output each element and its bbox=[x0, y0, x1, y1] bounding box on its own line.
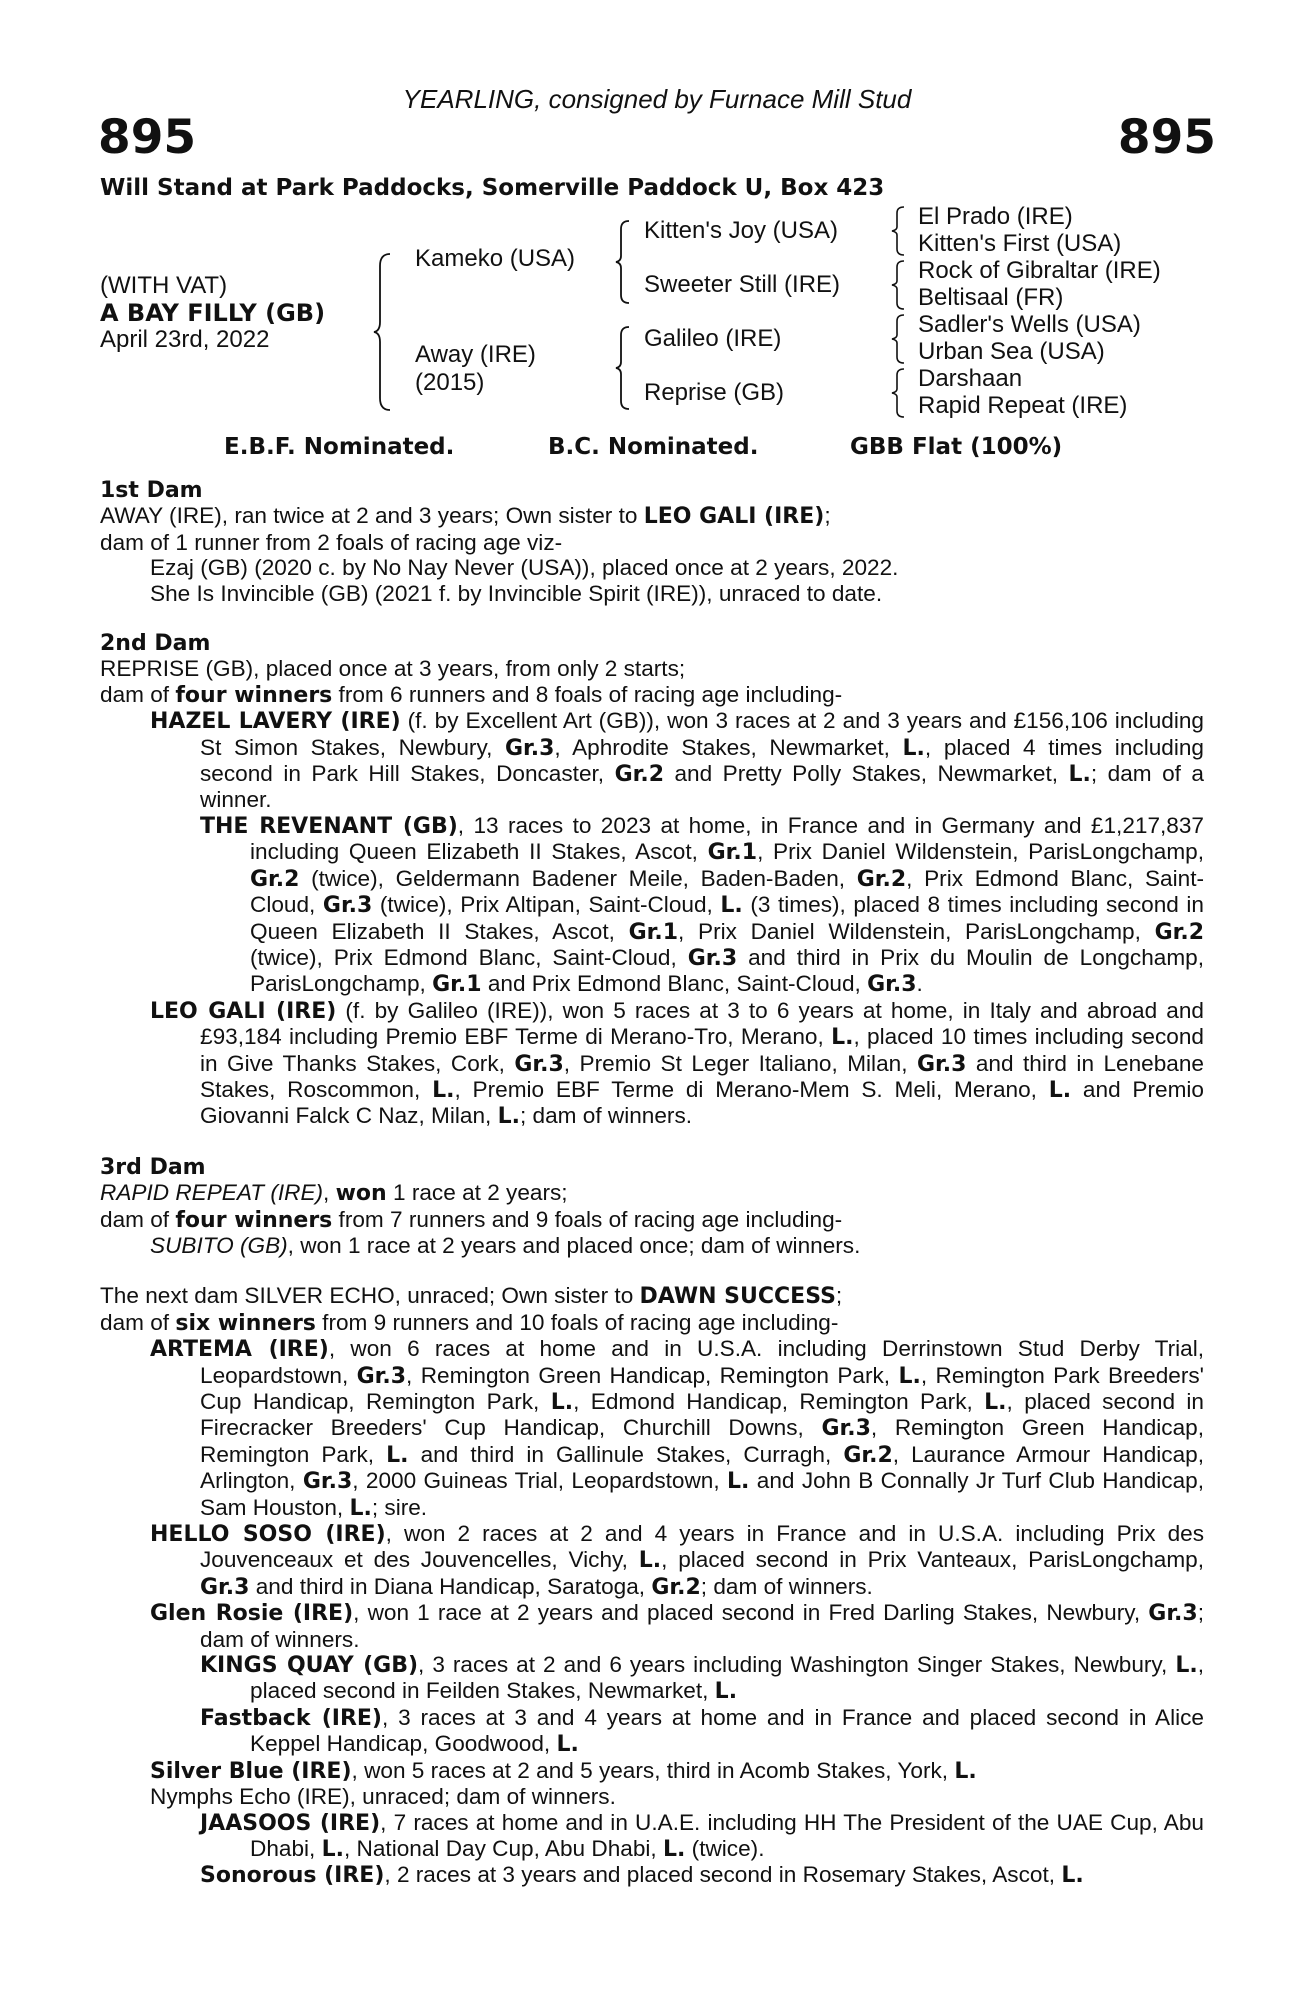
ebf-nomination: E.B.F. Nominated. bbox=[224, 434, 455, 460]
sire-name: Kameko (USA) bbox=[415, 245, 576, 272]
third-dam-produce-line: dam of four winners from 7 runners and 9 foals of racing age including- bbox=[100, 1206, 843, 1233]
dam-year: (2015) bbox=[415, 369, 485, 396]
bc-nomination: B.C. Nominated. bbox=[548, 434, 759, 460]
sire-dam-sire: Rock of Gibraltar (IRE) bbox=[918, 257, 1161, 284]
lot-number-right: 895 bbox=[1117, 110, 1216, 165]
second-dam-heading: 2nd Dam bbox=[100, 631, 211, 657]
produce-entry-the-revenant: THE REVENANT (GB), 13 races to 2023 at home, in France and in Germany and £1,217,837 including Queen Elizabeth II Stakes, Ascot, Gr.1, Prix Daniel Wildenstein, ParisLongchamp, Gr.2 (twice), Geldermann Badener Meile, Baden-Baden, Gr.2, Prix Edmond Blanc, Saint-Cloud, Gr.3 (twice), Prix Altipan, Saint-Cloud, L. (3 times), placed 8 times including second in Queen Elizabeth II Stakes, Ascot, Gr.1, Prix Daniel Wildenstein, ParisLongchamp, Gr.2 (twice), Prix Edmond Blanc, Saint-Cloud, Gr.3 and third in Prix du Moulin de Longchamp, ParisLongchamp, Gr.1 and Prix Edmond Blanc, Saint-Cloud, Gr.3. bbox=[200, 812, 1204, 998]
pedigree-brace-dd bbox=[890, 367, 908, 419]
first-dam-line: AWAY (IRE), ran twice at 2 and 3 years; Own sister to LEO GALI (IRE); bbox=[100, 503, 831, 530]
third-dam-line: RAPID REPEAT (IRE), won 1 race at 2 years; bbox=[100, 1180, 568, 1207]
produce-entry-hello-soso: HELLO SOSO (IRE), won 2 races at 2 and 4 years in France and in U.S.A. including Prix des Jouvenceaux et des Jouvencelles, Vichy, L., placed second in Prix Vanteaux, ParisLongchamp, Gr.3 and third in Diana Handicap, Saratoga, Gr.2; dam of winners. bbox=[150, 1521, 1205, 1600]
produce-entry-artema: ARTEMA (IRE), won 6 races at home and in U.S.A. including Derrinstown Stud Derby Trial, Leopardstown, Gr.3, Remington Green Handicap, Remington Park, L., Remington Park Breeders' Cup Handicap, Remington Park, L., Edmond Handicap, Remington Park, L., placed second in Firecracker Breeders' Cup Handicap, Churchill Downs, Gr.3, Remington Green Handicap, Remington Park, L. and third in Gallinule Stakes, Curragh, Gr.2, Laurance Armour Handicap, Arlington, Gr.3, 2000 Guineas Trial, Leopardstown, L. and John B Connally Jr Turf Club Handicap, Sam Houston, L.; sire. bbox=[150, 1336, 1204, 1521]
next-dam-produce-line: dam of six winners from 9 runners and 10 foals of racing age including- bbox=[100, 1309, 839, 1336]
produce-entry-hazel-lavery: HAZEL LAVERY (IRE) (f. by Excellent Art (GB)), won 3 races at 2 and 3 years and £156,106 including St Simon Stakes, Newbury, Gr.3, Aphrodite Stakes, Newmarket, L., placed 4 times including second in Park Hill Stakes, Doncaster, Gr.2 and Pretty Polly Stakes, Newmarket, L.; dam of a winner. bbox=[150, 708, 1204, 813]
pedigree-brace-ss bbox=[890, 205, 908, 257]
horse-dob: April 23rd, 2022 bbox=[100, 326, 270, 353]
stand-location: Will Stand at Park Paddocks, Somerville Paddock U, Box 423 bbox=[100, 175, 885, 201]
produce-entry-silver-blue: Silver Blue (IRE), won 5 races at 2 and 5 years, third in Acomb Stakes, York, L. bbox=[150, 1757, 977, 1784]
lot-number-left: 895 bbox=[98, 110, 197, 165]
produce-entry-kings-quay: KINGS QUAY (GB), 3 races at 2 and 6 years including Washington Singer Stakes, Newbury, L., placed second in Feilden Stakes, Newmarket, L. bbox=[200, 1652, 1204, 1705]
horse-name: A BAY FILLY (GB) bbox=[100, 299, 326, 327]
sire-dam-dam: Beltisaal (FR) bbox=[918, 284, 1064, 311]
dam-dam: Reprise (GB) bbox=[644, 379, 785, 406]
pedigree-brace-main bbox=[372, 252, 396, 412]
second-dam-produce-line: dam of four winners from 6 runners and 8 foals of racing age including- bbox=[100, 681, 843, 708]
dam-sire-dam: Urban Sea (USA) bbox=[918, 338, 1105, 365]
consignor-subtitle: YEARLING, consigned by Furnace Mill Stud bbox=[402, 84, 912, 114]
catalogue-body bbox=[100, 478, 1204, 1889]
produce-entry-sonorous: Sonorous (IRE), 2 races at 3 years and placed second in Rosemary Stakes, Ascot, L. bbox=[200, 1862, 1084, 1889]
third-dam-heading: 3rd Dam bbox=[100, 1154, 206, 1180]
sire-sire-sire: El Prado (IRE) bbox=[918, 203, 1073, 230]
produce-entry-nymphs-echo: Nymphs Echo (IRE), unraced; dam of winners. bbox=[150, 1784, 616, 1810]
next-dam-line: The next dam SILVER ECHO, unraced; Own sister to DAWN SUCCESS; bbox=[100, 1283, 843, 1310]
sire-sire: Kitten's Joy (USA) bbox=[644, 217, 838, 244]
vat-note: (WITH VAT) bbox=[100, 272, 228, 299]
gbb-flat: GBB Flat (100%) bbox=[850, 434, 1063, 460]
produce-entry-leo-gali: LEO GALI (IRE) (f. by Galileo (IRE)), won 5 races at 3 to 6 years at home, in Italy and abroad and £93,184 including Premio EBF Terme di Merano-Tro, Merano, L., placed 10 times including second in Give Thanks Stakes, Cork, Gr.3, Premio St Leger Italiano, Milan, Gr.3 and third in Lenebane Stakes, Roscommon, L., Premio EBF Terme di Merano-Mem S. Meli, Merano, L. and Premio Giovanni Falck C Naz, Milan, L.; dam of winners. bbox=[150, 997, 1205, 1130]
dam-dam-dam: Rapid Repeat (IRE) bbox=[918, 392, 1128, 419]
dam-sire-sire: Sadler's Wells (USA) bbox=[918, 311, 1141, 338]
produce-entry: She Is Invincible (GB) (2021 f. by Invincible Spirit (IRE)), unraced to date. bbox=[150, 580, 883, 606]
first-dam-heading: 1st Dam bbox=[100, 478, 203, 503]
sire-sire-dam: Kitten's First (USA) bbox=[918, 230, 1122, 257]
dam-name: Away (IRE) bbox=[415, 341, 536, 368]
sire-dam: Sweeter Still (IRE) bbox=[644, 271, 841, 298]
first-dam-produce-line: dam of 1 runner from 2 foals of racing age viz- bbox=[100, 529, 563, 555]
second-dam-line: REPRISE (GB), placed once at 3 years, from only 2 starts; bbox=[100, 656, 686, 682]
pedigree-brace-sire bbox=[614, 219, 634, 305]
dam-dam-sire: Darshaan bbox=[918, 365, 1023, 392]
dam-sire: Galileo (IRE) bbox=[644, 325, 782, 352]
produce-entry-jaasoos: JAASOOS (IRE), 7 races at home and in U.A.E. including HH The President of the UAE Cup, Abu Dhabi, L., National Day Cup, Abu Dhabi, L. (twice). bbox=[200, 1809, 1204, 1862]
produce-entry-glen-rosie: Glen Rosie (IRE), won 1 race at 2 years and placed second in Fred Darling Stakes, Newbury, Gr.3; dam of winners. bbox=[150, 1600, 1204, 1652]
pedigree-brace-sd bbox=[890, 259, 908, 311]
pedigree-brace-ds bbox=[890, 313, 908, 365]
produce-entry-subito: SUBITO (GB), won 1 race at 2 years and placed once; dam of winners. bbox=[150, 1232, 861, 1258]
pedigree-brace-dam bbox=[614, 325, 634, 411]
produce-entry: Ezaj (GB) (2020 c. by No Nay Never (USA)), placed once at 2 years, 2022. bbox=[150, 555, 899, 581]
produce-entry-fastback: Fastback (IRE), 3 races at 3 and 4 years at home and in France and placed second in Alice Keppel Handicap, Goodwood, L. bbox=[200, 1704, 1204, 1758]
